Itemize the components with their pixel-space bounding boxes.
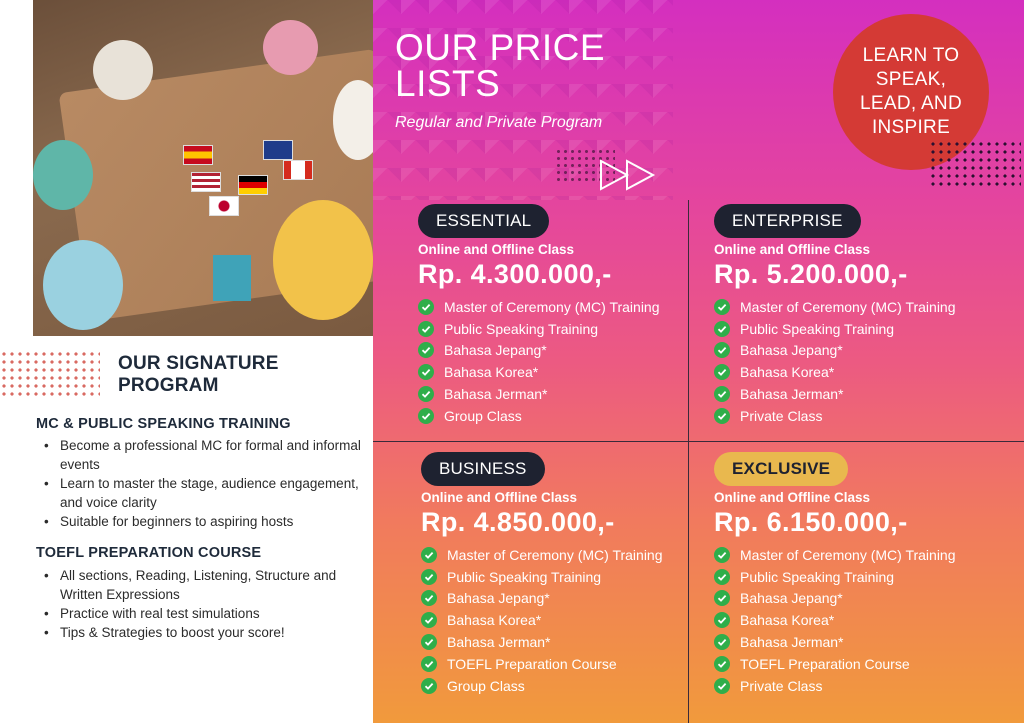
feature-item bbox=[421, 609, 721, 631]
feature-label: TOEFL Preparation Course bbox=[740, 655, 910, 672]
feature-label: Private Class bbox=[740, 407, 823, 424]
feature-item bbox=[714, 675, 1014, 697]
package-price: Rp. 4.300.000,- bbox=[418, 259, 612, 289]
badge-line: INSPIRE bbox=[871, 117, 951, 138]
check-circle-icon bbox=[421, 634, 437, 650]
package-card-essential bbox=[418, 204, 718, 427]
feature-item bbox=[418, 361, 718, 383]
student-figure bbox=[263, 20, 318, 75]
course-title: MC & PUBLIC SPEAKING TRAINING bbox=[36, 416, 291, 432]
book-icon bbox=[213, 255, 251, 301]
feature-label: Master of Ceremony (MC) Training bbox=[740, 298, 956, 315]
check-circle-icon bbox=[421, 547, 437, 563]
check-circle-icon bbox=[418, 408, 434, 424]
feature-label: Bahasa Jepang* bbox=[447, 590, 550, 607]
price-panel bbox=[373, 0, 1024, 723]
flag-canada-icon bbox=[283, 160, 313, 180]
check-circle-icon bbox=[714, 678, 730, 694]
feature-item bbox=[421, 566, 721, 588]
feature-label: Bahasa Korea* bbox=[740, 612, 835, 629]
check-circle-icon bbox=[418, 386, 434, 402]
bullet-item: • Suitable for beginners to aspiring hosts bbox=[44, 512, 364, 531]
feature-item bbox=[421, 588, 721, 610]
divider-horizontal bbox=[373, 441, 1024, 442]
check-circle-icon bbox=[421, 678, 437, 694]
package-card-enterprise bbox=[714, 204, 1014, 427]
check-circle-icon bbox=[714, 634, 730, 650]
feature-label: Master of Ceremony (MC) Training bbox=[444, 298, 660, 315]
price-title-line2: LISTS bbox=[395, 63, 501, 104]
feature-label: TOEFL Preparation Course bbox=[447, 655, 617, 672]
check-circle-icon bbox=[421, 656, 437, 672]
flag-japan-icon bbox=[209, 196, 239, 216]
feature-label: Public Speaking Training bbox=[447, 568, 602, 585]
student-figure bbox=[273, 200, 373, 320]
price-list-subtitle: Regular and Private Program bbox=[395, 114, 603, 131]
feature-label: Bahasa Jerman* bbox=[447, 634, 551, 651]
bullet-item: • All sections, Reading, Listening, Structure and Written Expressions bbox=[44, 566, 364, 604]
feature-list bbox=[421, 544, 721, 697]
feature-label: Master of Ceremony (MC) Training bbox=[740, 546, 956, 563]
signature-title-line2: PROGRAM bbox=[118, 375, 219, 396]
bullet-item: • Practice with real test simulations bbox=[44, 604, 364, 623]
feature-label: Public Speaking Training bbox=[444, 320, 599, 337]
package-mode: Online and Offline Class bbox=[418, 242, 575, 257]
flag-germany-icon bbox=[238, 175, 268, 195]
course-title: TOEFL PREPARATION COURSE bbox=[36, 545, 262, 561]
feature-item bbox=[714, 296, 1014, 318]
feature-item bbox=[418, 318, 718, 340]
check-circle-icon bbox=[714, 364, 730, 380]
student-figure bbox=[43, 240, 123, 330]
feature-item bbox=[421, 675, 721, 697]
package-name: ENTERPRISE bbox=[714, 204, 861, 238]
feature-item bbox=[714, 653, 1014, 675]
package-card-business bbox=[421, 452, 721, 697]
check-circle-icon bbox=[418, 299, 434, 315]
feature-item bbox=[418, 383, 718, 405]
badge-line: SPEAK, bbox=[875, 69, 947, 90]
feature-label: Bahasa Korea* bbox=[444, 364, 539, 381]
check-circle-icon bbox=[421, 590, 437, 606]
feature-item bbox=[421, 544, 721, 566]
check-circle-icon bbox=[714, 342, 730, 358]
package-price: Rp. 4.850.000,- bbox=[421, 507, 615, 537]
feature-item bbox=[714, 588, 1014, 610]
feature-label: Bahasa Jepang* bbox=[444, 342, 547, 359]
package-name: EXCLUSIVE bbox=[714, 452, 848, 486]
feature-item bbox=[421, 653, 721, 675]
feature-item bbox=[714, 340, 1014, 362]
package-mode: Online and Offline Class bbox=[714, 242, 871, 257]
bullet-item: • Learn to master the stage, audience engagement, and voice clarity bbox=[44, 474, 364, 512]
left-panel bbox=[0, 0, 373, 723]
package-name: BUSINESS bbox=[421, 452, 545, 486]
feature-label: Group Class bbox=[444, 407, 522, 424]
feature-label: Bahasa Jerman* bbox=[740, 634, 844, 651]
check-circle-icon bbox=[714, 612, 730, 628]
feature-label: Bahasa Jepang* bbox=[740, 342, 843, 359]
signature-title bbox=[118, 353, 348, 397]
feature-list bbox=[418, 296, 718, 427]
signature-title-line1: OUR SIGNATURE bbox=[118, 353, 279, 374]
flag-uk-icon bbox=[263, 140, 293, 160]
package-mode: Online and Offline Class bbox=[421, 490, 578, 505]
feature-item bbox=[418, 405, 718, 427]
package-price: Rp. 5.200.000,- bbox=[714, 259, 908, 289]
feature-item bbox=[421, 631, 721, 653]
package-mode: Online and Offline Class bbox=[714, 490, 871, 505]
student-figure bbox=[93, 40, 153, 100]
feature-list bbox=[714, 296, 1014, 427]
check-circle-icon bbox=[714, 590, 730, 606]
feature-item bbox=[418, 296, 718, 318]
feature-item bbox=[714, 405, 1014, 427]
feature-label: Bahasa Jerman* bbox=[444, 386, 548, 403]
price-list-title bbox=[395, 27, 606, 104]
package-price: Rp. 6.150.000,- bbox=[714, 507, 908, 537]
badge-line: LEARN TO bbox=[862, 45, 960, 66]
feature-item bbox=[714, 383, 1014, 405]
feature-label: Private Class bbox=[740, 677, 823, 694]
feature-item bbox=[418, 340, 718, 362]
feature-label: Bahasa Korea* bbox=[447, 612, 542, 629]
check-circle-icon bbox=[418, 321, 434, 337]
package-name: ESSENTIAL bbox=[418, 204, 549, 238]
check-circle-icon bbox=[421, 569, 437, 585]
student-figure bbox=[33, 140, 93, 210]
check-circle-icon bbox=[421, 612, 437, 628]
check-circle-icon bbox=[714, 321, 730, 337]
feature-item bbox=[714, 631, 1014, 653]
check-circle-icon bbox=[418, 342, 434, 358]
feature-item bbox=[714, 566, 1014, 588]
feature-label: Bahasa Jepang* bbox=[740, 590, 843, 607]
feature-item bbox=[714, 361, 1014, 383]
feature-label: Public Speaking Training bbox=[740, 320, 895, 337]
bullet-item: • Become a professional MC for formal and informal events bbox=[44, 436, 364, 474]
check-circle-icon bbox=[714, 569, 730, 585]
feature-item bbox=[714, 609, 1014, 631]
course-bullets bbox=[44, 566, 364, 642]
feature-list bbox=[714, 544, 1014, 697]
bullet-item: • Tips & Strategies to boost your score! bbox=[44, 623, 364, 642]
decorative-dots bbox=[929, 140, 1021, 190]
badge-line: LEAD, AND bbox=[860, 93, 962, 114]
feature-label: Master of Ceremony (MC) Training bbox=[447, 546, 663, 563]
course-bullets bbox=[44, 436, 364, 531]
flag-usa-icon bbox=[191, 172, 221, 192]
check-circle-icon bbox=[714, 656, 730, 672]
feature-item bbox=[714, 318, 1014, 340]
feature-label: Group Class bbox=[447, 677, 525, 694]
flag-spain-icon bbox=[183, 145, 213, 165]
double-play-icon bbox=[599, 159, 663, 191]
feature-label: Public Speaking Training bbox=[740, 568, 895, 585]
price-title-line1: OUR PRICE bbox=[395, 27, 606, 68]
check-circle-icon bbox=[418, 364, 434, 380]
classroom-photo bbox=[33, 0, 373, 336]
package-card-exclusive bbox=[714, 452, 1014, 697]
feature-label: Bahasa Jerman* bbox=[740, 386, 844, 403]
check-circle-icon bbox=[714, 299, 730, 315]
decorative-dots bbox=[0, 350, 100, 396]
check-circle-icon bbox=[714, 408, 730, 424]
feature-label: Bahasa Korea* bbox=[740, 364, 835, 381]
check-circle-icon bbox=[714, 386, 730, 402]
check-circle-icon bbox=[714, 547, 730, 563]
feature-item bbox=[714, 544, 1014, 566]
